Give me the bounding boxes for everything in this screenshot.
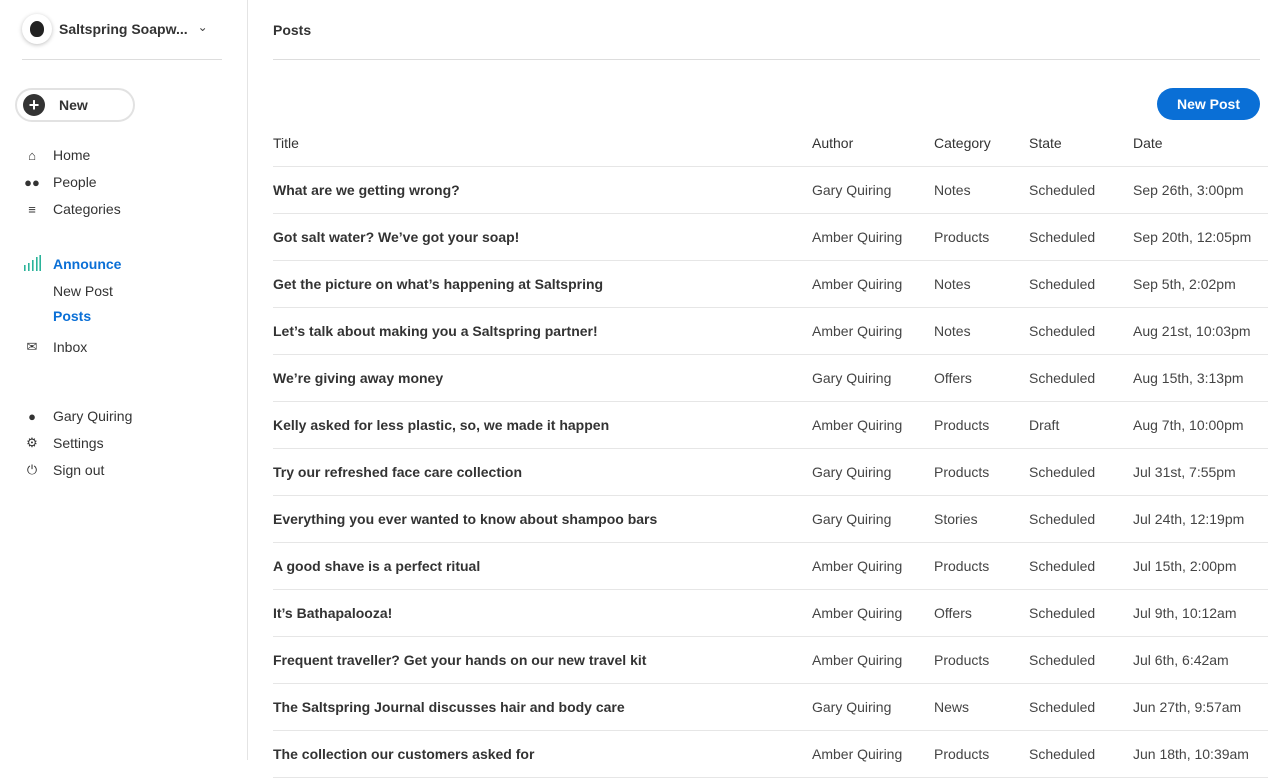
post-date: Sep 20th, 12:05pm xyxy=(1133,213,1268,260)
post-title[interactable]: Get the picture on what’s happening at Saltspring xyxy=(273,260,812,307)
sidebar-item-label: People xyxy=(53,174,97,190)
column-header-title[interactable]: Title xyxy=(273,120,812,166)
post-state: Scheduled xyxy=(1029,636,1133,683)
post-author: Amber Quiring xyxy=(812,401,934,448)
sidebar xyxy=(0,0,248,760)
post-title[interactable]: The collection our customers asked for xyxy=(273,730,812,777)
post-category: Offers xyxy=(934,589,1029,636)
sidebar-item-sign-out[interactable] xyxy=(22,460,104,480)
table-row[interactable] xyxy=(273,730,1268,777)
post-author: Amber Quiring xyxy=(812,307,934,354)
table-row[interactable] xyxy=(273,448,1268,495)
post-date: Aug 7th, 10:00pm xyxy=(1133,401,1268,448)
post-category: Offers xyxy=(934,354,1029,401)
divider xyxy=(273,59,1260,60)
sidebar-item-label: Inbox xyxy=(53,339,88,355)
column-header-date[interactable]: Date xyxy=(1133,120,1268,166)
post-author: Amber Quiring xyxy=(812,589,934,636)
table-row[interactable] xyxy=(273,589,1268,636)
post-category: Products xyxy=(934,730,1029,777)
post-title[interactable]: Frequent traveller? Get your hands on our new travel kit xyxy=(273,636,812,683)
post-title[interactable]: What are we getting wrong? xyxy=(273,166,812,213)
sidebar-item-home[interactable] xyxy=(22,145,90,165)
post-title[interactable]: Let’s talk about making you a Saltspring partner! xyxy=(273,307,812,354)
post-title[interactable]: Try our refreshed face care collection xyxy=(273,448,812,495)
new-button[interactable] xyxy=(15,88,135,122)
person-icon: ● xyxy=(28,408,36,424)
post-category: Notes xyxy=(934,260,1029,307)
post-author: Gary Quiring xyxy=(812,448,934,495)
table-row[interactable] xyxy=(273,636,1268,683)
post-category: Notes xyxy=(934,166,1029,213)
post-state: Scheduled xyxy=(1029,354,1133,401)
post-state: Scheduled xyxy=(1029,166,1133,213)
post-author: Amber Quiring xyxy=(812,636,934,683)
post-date: Jul 15th, 2:00pm xyxy=(1133,542,1268,589)
post-state: Scheduled xyxy=(1029,213,1133,260)
table-row[interactable] xyxy=(273,260,1268,307)
table-row[interactable] xyxy=(273,542,1268,589)
post-author: Gary Quiring xyxy=(812,354,934,401)
table-row[interactable] xyxy=(273,307,1268,354)
post-date: Aug 21st, 10:03pm xyxy=(1133,307,1268,354)
post-category: Products xyxy=(934,636,1029,683)
post-state: Scheduled xyxy=(1029,448,1133,495)
post-state: Scheduled xyxy=(1029,260,1133,307)
sidebar-item-categories[interactable] xyxy=(22,199,121,219)
post-title[interactable]: The Saltspring Journal discusses hair and body care xyxy=(273,683,812,730)
plus-icon: + xyxy=(23,94,45,116)
table-row[interactable] xyxy=(273,354,1268,401)
post-state: Scheduled xyxy=(1029,589,1133,636)
post-author: Amber Quiring xyxy=(812,213,934,260)
post-category: Products xyxy=(934,213,1029,260)
org-switcher[interactable] xyxy=(22,14,222,60)
sidebar-item-label: Home xyxy=(53,147,91,163)
post-title[interactable]: A good shave is a perfect ritual xyxy=(273,542,812,589)
post-date: Jul 9th, 10:12am xyxy=(1133,589,1268,636)
post-author: Amber Quiring xyxy=(812,542,934,589)
page-title: Posts xyxy=(273,22,312,38)
sidebar-item-label: Sign out xyxy=(53,462,105,478)
post-title[interactable]: Got salt water? We’ve got your soap! xyxy=(273,213,812,260)
sidebar-item-label: Gary Quiring xyxy=(53,408,133,424)
posts-table xyxy=(273,120,1268,778)
post-date: Sep 26th, 3:00pm xyxy=(1133,166,1268,213)
column-header-author[interactable]: Author xyxy=(812,120,934,166)
sidebar-item-user[interactable] xyxy=(22,406,132,426)
post-state: Scheduled xyxy=(1029,730,1133,777)
post-category: Products xyxy=(934,542,1029,589)
post-state: Scheduled xyxy=(1029,683,1133,730)
column-header-category[interactable]: Category xyxy=(934,120,1029,166)
post-author: Amber Quiring xyxy=(812,260,934,307)
post-date: Jul 6th, 6:42am xyxy=(1133,636,1268,683)
post-state: Scheduled xyxy=(1029,307,1133,354)
table-row[interactable] xyxy=(273,495,1268,542)
post-title[interactable]: Everything you ever wanted to know about shampoo bars xyxy=(273,495,812,542)
post-state: Scheduled xyxy=(1029,495,1133,542)
post-date: Jun 18th, 10:39am xyxy=(1133,730,1268,777)
post-title[interactable]: It’s Bathapalooza! xyxy=(273,589,812,636)
new-post-button[interactable]: New Post xyxy=(1157,88,1260,120)
sidebar-item-label: Settings xyxy=(53,435,104,451)
new-label: New xyxy=(59,97,88,113)
post-title[interactable]: We’re giving away money xyxy=(273,354,812,401)
home-icon: ⌂ xyxy=(28,147,36,163)
post-date: Sep 5th, 2:02pm xyxy=(1133,260,1268,307)
sidebar-subitem-new-post[interactable]: New Post xyxy=(53,283,113,299)
org-name: Saltspring Soapw... xyxy=(59,21,188,37)
post-author: Gary Quiring xyxy=(812,495,934,542)
table-row[interactable] xyxy=(273,213,1268,260)
table-row[interactable] xyxy=(273,401,1268,448)
sidebar-item-settings[interactable] xyxy=(22,433,104,453)
post-category: Products xyxy=(934,448,1029,495)
post-category: Products xyxy=(934,401,1029,448)
post-category: Notes xyxy=(934,307,1029,354)
power-icon: ⏻ xyxy=(26,462,38,477)
org-logo xyxy=(22,14,52,44)
post-date: Jul 31st, 7:55pm xyxy=(1133,448,1268,495)
post-date: Jul 24th, 12:19pm xyxy=(1133,495,1268,542)
sidebar-item-label: Announce xyxy=(53,256,122,272)
sidebar-item-announce[interactable] xyxy=(22,254,121,274)
table-row[interactable] xyxy=(273,683,1268,730)
chevron-down-icon: ⌄ xyxy=(197,20,208,34)
sidebar-item-inbox[interactable] xyxy=(22,337,87,357)
post-category: Stories xyxy=(934,495,1029,542)
post-author: Amber Quiring xyxy=(812,730,934,777)
post-state: Draft xyxy=(1029,401,1133,448)
people-icon: ●● xyxy=(24,174,40,190)
sidebar-item-label: Categories xyxy=(53,201,121,217)
post-category: News xyxy=(934,683,1029,730)
signal-bars-icon xyxy=(22,255,42,274)
gear-icon: ⚙ xyxy=(26,435,38,450)
sidebar-subitem-posts[interactable]: Posts xyxy=(53,308,92,324)
post-author: Gary Quiring xyxy=(812,683,934,730)
post-author: Gary Quiring xyxy=(812,166,934,213)
post-date: Aug 15th, 3:13pm xyxy=(1133,354,1268,401)
list-icon: ≡ xyxy=(28,201,36,217)
sidebar-item-people[interactable] xyxy=(22,172,97,192)
post-title[interactable]: Kelly asked for less plastic, so, we made it happen xyxy=(273,401,812,448)
post-date: Jun 27th, 9:57am xyxy=(1133,683,1268,730)
column-header-state[interactable]: State xyxy=(1029,120,1133,166)
post-state: Scheduled xyxy=(1029,542,1133,589)
table-row[interactable] xyxy=(273,166,1268,213)
mail-icon: ✉ xyxy=(26,339,38,354)
